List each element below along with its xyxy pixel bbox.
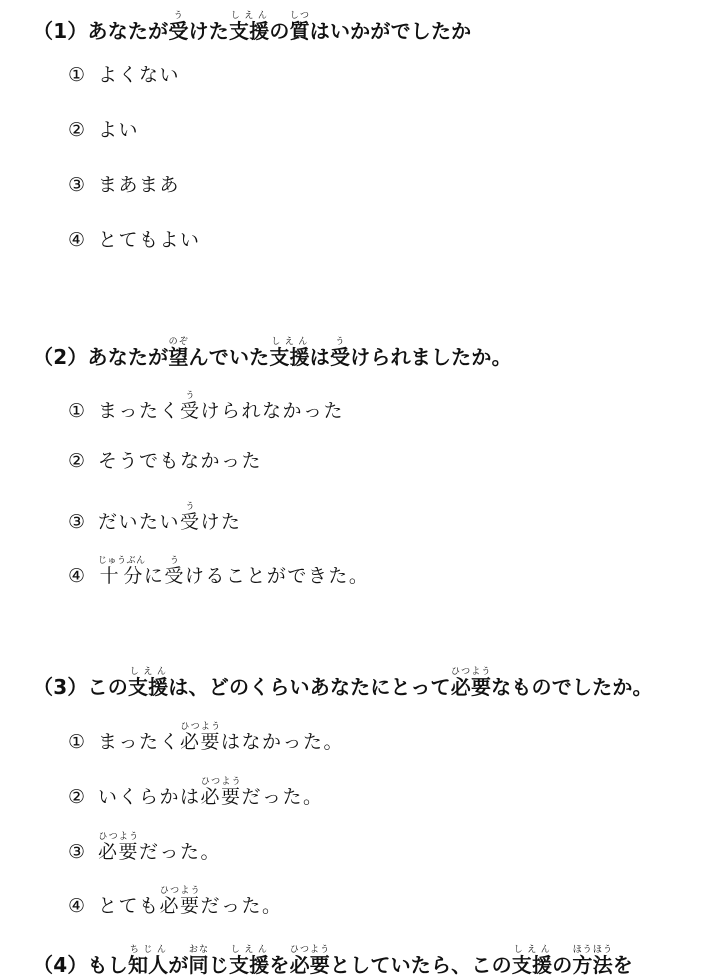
question-4-text: もし知人ちじんが同おなじ支援しえんを必要ひつようとしていたら、この支援しえんの方法ほうほうを (87, 945, 633, 977)
q1-option-4[interactable] (68, 231, 201, 250)
option-number: ③ (68, 174, 86, 196)
option-number: ④ (68, 565, 86, 587)
q3-option-3[interactable] (68, 832, 221, 862)
option-label: 必要ひつようだった。 (98, 832, 222, 863)
question-3 (33, 667, 653, 697)
option-number: ② (68, 119, 86, 141)
q2-option-3[interactable] (68, 502, 242, 532)
option-label: いくらかは必要ひつようだった。 (98, 777, 324, 808)
q2-option-2[interactable] (68, 452, 262, 471)
option-number: ① (68, 400, 86, 422)
option-label: よくない (98, 64, 181, 86)
q2-option-1[interactable] (68, 391, 344, 421)
option-number: ④ (68, 895, 86, 917)
option-label: だいたい受うけた (98, 502, 242, 533)
option-label: まったく必要ひつようはなかった。 (98, 722, 345, 753)
question-2-number: （2） (33, 345, 88, 369)
question-2 (33, 337, 512, 367)
option-number: ① (68, 731, 86, 753)
option-label: そうでもなかった (98, 450, 263, 472)
option-label: まったく受うけられなかった (98, 391, 345, 422)
question-3-text: この支援しえんは、どのくらいあなたにとって必要ひつようなものでしたか。 (87, 667, 653, 699)
option-label: まあまあ (98, 174, 181, 196)
question-2-text: あなたが望のぞんでいた支援しえんは受うけられましたか。 (87, 337, 512, 369)
option-number: ④ (68, 229, 86, 251)
q1-option-2[interactable] (68, 121, 139, 140)
question-4-number: （4） (33, 953, 88, 977)
question-1-text: あなたが受うけた支援しえんの質しつはいかがでしたか (87, 11, 472, 43)
q3-option-1[interactable] (68, 722, 344, 752)
option-label: 十分じゅうぶんに受うけることができた。 (98, 556, 370, 587)
q2-option-4[interactable] (68, 556, 369, 586)
question-3-number: （3） (33, 675, 88, 699)
option-label: とてもよい (98, 229, 201, 251)
q3-option-4[interactable] (68, 886, 283, 916)
option-number: ③ (68, 511, 86, 533)
question-4 (33, 945, 633, 975)
option-label: とても必要ひつようだった。 (98, 886, 283, 917)
option-number: ③ (68, 841, 86, 863)
q1-option-3[interactable] (68, 176, 180, 195)
option-label: よい (98, 119, 140, 141)
question-1 (33, 11, 471, 41)
question-1-number: （1） (33, 19, 88, 43)
option-number: ① (68, 64, 86, 86)
option-number: ② (68, 786, 86, 808)
q3-option-2[interactable] (68, 777, 324, 807)
q1-option-1[interactable] (68, 66, 180, 85)
option-number: ② (68, 450, 86, 472)
